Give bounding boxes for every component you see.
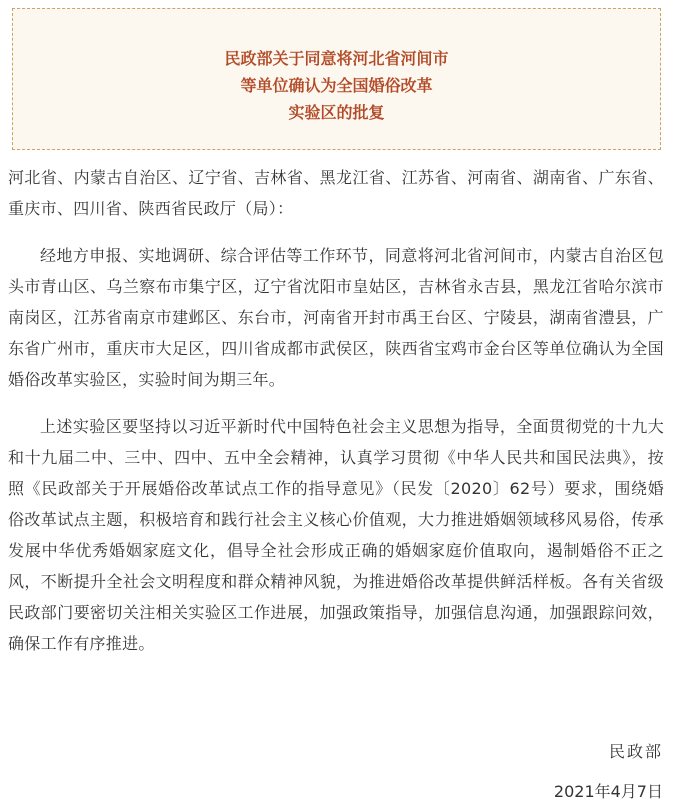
title-line-3: 实验区的批复 (288, 103, 385, 122)
title-line-1: 民政部关于同意将河北省河间市 (224, 49, 449, 68)
document-title (13, 45, 660, 126)
title-banner (12, 8, 661, 150)
signature: 民政部 (608, 742, 663, 761)
document-body (8, 162, 664, 659)
body-paragraph-2: 上述实验区要坚持以习近平新时代中国特色社会主义思想为指导，全面贯彻党的十九大和十九届二中、三中、四中、五中全会精神，认真学习贯彻《中华人民共和国民法典》，按照《民政部关于开展婚俗改革试点工作的指导意见》（民发〔2020〕62号）要求，围绕婚俗改革试点主题，积极培育和践行社会主义核心价值观，大力推进婚姻领域移风易俗，传承发展中华优秀婚姻家庭文化，倡导全社会形成正确的婚姻家庭价值取向，遏制婚俗不正之风，不断提升全社会文明程度和群众精神风貌，为推进婚俗改革提供鲜活样板。各有关省级民政部门要密切关注相关实验区工作进展，加强政策指导，加强信息沟通，加强跟踪问效，确保工作有序推进。 (8, 417, 664, 653)
body-paragraph-1: 经地方申报、实地调研、综合评估等工作环节，同意将河北省河间市，内蒙古自治区包头市青山区、乌兰察布市集宁区，辽宁省沈阳市皇姑区，吉林省永吉县，黑龙江省哈尔滨市南岗区，江苏省南京市建邺区、东台市，河南省开封市禹王台区、宁陵县，湖南省澧县，广东省广州市，重庆市大足区，四川省成都市武侯区，陕西省宝鸡市金台区等单位确认为全国婚俗改革实验区，实验时间为期三年。 (8, 246, 664, 389)
addressee: 河北省、内蒙古自治区、辽宁省、吉林省、黑龙江省、江苏省、河南省、湖南省、广东省、重庆市、四川省、陕西省民政厅（局）： (8, 168, 664, 218)
document-date: 2021年4月7日 (553, 782, 663, 801)
title-line-2: 等单位确认为全国婚俗改革 (240, 76, 433, 95)
